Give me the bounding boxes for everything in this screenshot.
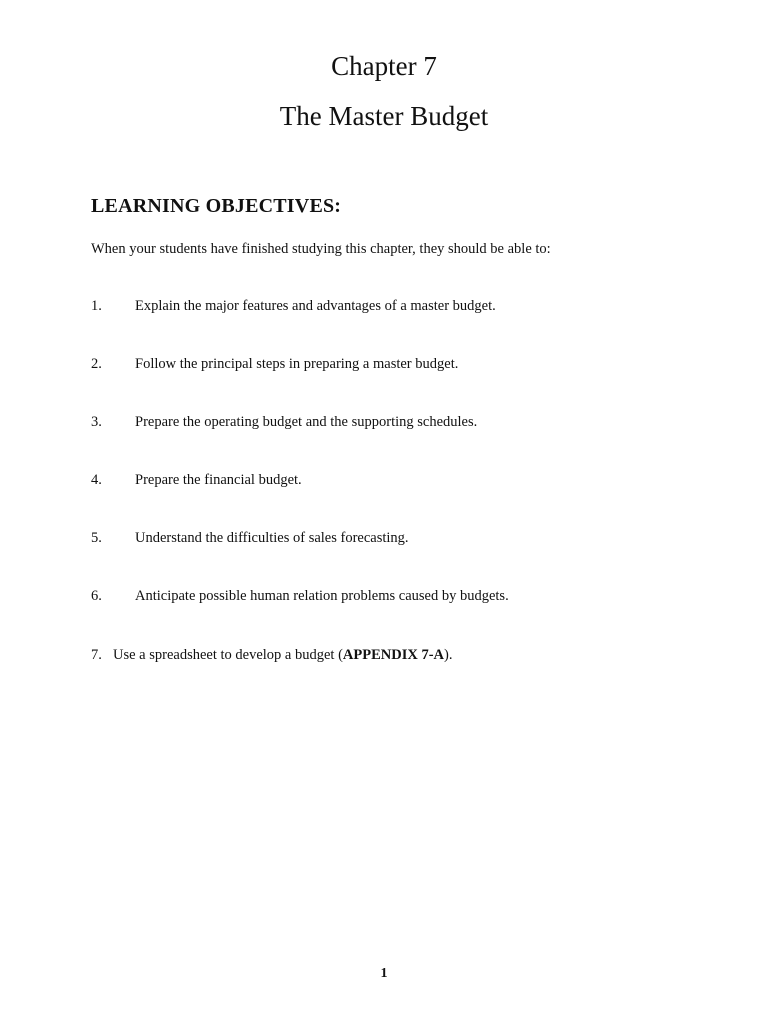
objective-item <box>91 414 477 431</box>
objective-item <box>91 472 302 489</box>
objective-number: 1. <box>91 298 102 314</box>
objective-text: Prepare the financial budget. <box>135 472 302 488</box>
objective-text-before: Use a spreadsheet to develop a budget ( <box>113 647 343 663</box>
page-number: 1 <box>380 966 388 981</box>
objective-text: Follow the principal steps in preparing a master budget. <box>135 356 459 372</box>
objective-item <box>91 588 509 605</box>
objective-number: 4. <box>91 472 102 488</box>
learning-objectives-heading: LEARNING OBJECTIVES: <box>91 195 342 217</box>
objective-item-7 <box>91 647 452 664</box>
chapter-label-text: Chapter 7 <box>331 51 437 81</box>
objective-number: 7. <box>91 647 102 663</box>
objective-text: Explain the major features and advantages of a master budget. <box>135 298 496 314</box>
objective-text-after: ). <box>444 647 453 663</box>
objective-text: Prepare the operating budget and the supporting schedules. <box>135 414 478 430</box>
appendix-reference: APPENDIX 7-A <box>342 647 444 663</box>
objective-number: 2. <box>91 356 102 372</box>
objective-item <box>91 356 458 373</box>
chapter-title: The Master Budget <box>279 101 489 131</box>
chapter-label <box>0 50 768 82</box>
objective-number: 5. <box>91 530 102 546</box>
objective-number: 3. <box>91 414 102 430</box>
objective-item <box>91 530 409 547</box>
objective-text: Understand the difficulties of sales forecasting. <box>135 530 409 546</box>
objective-text: Anticipate possible human relation problems caused by budgets. <box>135 588 509 604</box>
objective-number: 6. <box>91 588 102 604</box>
objective-item <box>91 298 496 315</box>
intro-text: When your students have finished studying this chapter, they should be able to: <box>91 241 551 257</box>
